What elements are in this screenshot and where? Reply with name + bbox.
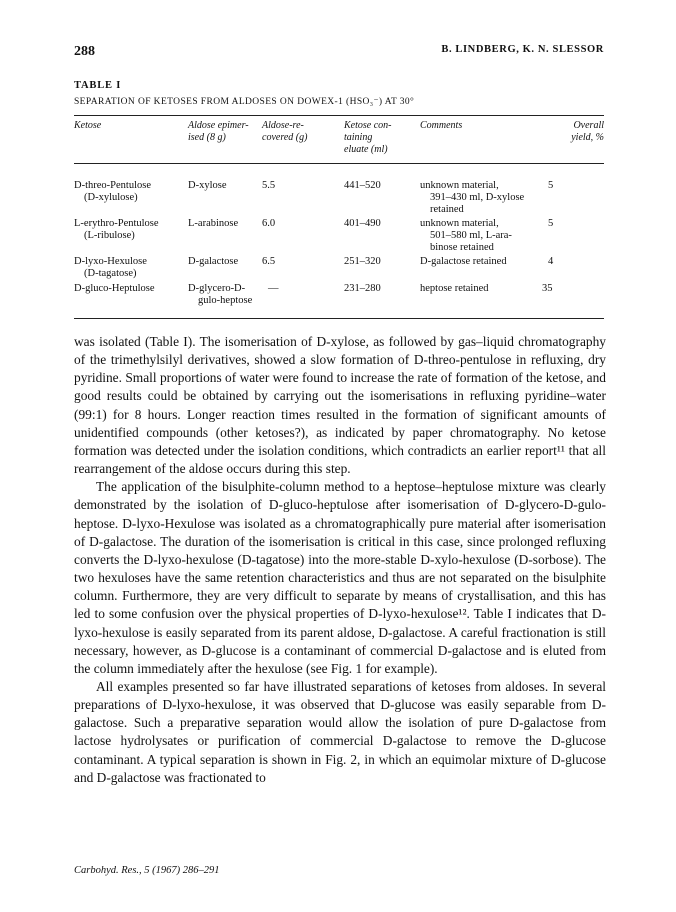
cell-yield: 35: [542, 283, 553, 294]
cell-comment: D-galactose retained: [420, 256, 507, 267]
cell-ketose: D-lyxo-Hexulose: [74, 256, 147, 267]
cell-aldose: D-galactose: [188, 256, 239, 267]
cell-eluate: 441–520: [344, 180, 381, 191]
header-yield-line2: yield, %: [571, 132, 604, 143]
cell-recovered: 5.5: [262, 180, 276, 191]
cell-comment: binose retained: [430, 242, 494, 253]
body-text: [74, 333, 606, 787]
cell-comment: unknown material,: [420, 180, 499, 191]
header-comments: Comments: [420, 120, 463, 131]
cell-aldose-cont: gulo-heptose: [198, 295, 253, 306]
header-yield: [560, 120, 604, 144]
header-recovered-line2: covered (g): [262, 132, 308, 143]
cell-ketose-alt: (D-tagatose): [84, 268, 137, 279]
cell-recovered: 6.5: [262, 256, 276, 267]
cell-yield: 4: [548, 256, 554, 267]
table-header-rule: [74, 163, 604, 164]
footer-citation: Carbohyd. Res., 5 (1967) 286–291: [74, 865, 220, 876]
table-caption: SEPARATION OF KETOSES FROM ALDOSES ON DOWEX-1 (HSO₃⁻) AT 30°: [74, 97, 415, 107]
cell-comment: heptose retained: [420, 283, 489, 294]
paragraph: was isolated (Table I). The isomerisation of D-xylose, as followed by gas–liquid chromatography of the trimethylsilyl derivatives, showed a slow formation of D-threo-pentulose in refluxing, dry pyridine. Small proportions of water were found to increase the rate of formation of the ketose, and good results could be obtained by carrying out the isomerisations in refluxing pyridine–water (99:1) for 8 hours. Longer reaction times resulted in the formation of significant amounts of unidentified compounds (other ketoses?), as indicated by paper chromatography. No ketose formation was detected under the isolation conditions, which contradicts an earlier report¹¹ that all rearrangement of the aldose occurs during this step.: [74, 334, 606, 477]
running-head: B. LINDBERG, K. N. SLESSOR: [441, 44, 604, 55]
cell-eluate: 231–280: [344, 283, 381, 294]
cell-aldose: D-xylose: [188, 180, 227, 191]
cell-yield: 5: [548, 218, 554, 229]
header-recovered-line1: Aldose-re-: [262, 120, 304, 131]
cell-aldose: L-arabinose: [188, 218, 239, 229]
cell-ketose: D-threo-Pentulose: [74, 180, 151, 191]
cell-ketose: L-erythro-Pentulose: [74, 218, 159, 229]
header-aldose: [188, 120, 249, 144]
cell-comment: 391–430 ml, D-xylose: [430, 192, 525, 203]
paragraph: All examples presented so far have illustrated separations of ketoses from aldoses. In several preparations of D-lyxo-hexulose, it was observed that D-glucose was easily separable from D-galactose. Such a preparative separation would allow the isolation of pure D-galactose from lactose hydrolysates or purification of commercial D-galactose to remove the D-glucose contaminant. A typical separation is shown in Fig. 2, in which an equimolar mixture of D-glucose and D-galactose was fractionated to: [74, 678, 606, 785]
page-number: 288: [74, 44, 95, 59]
table-top-rule: [74, 115, 604, 116]
header-aldose-line2: ised (8 g): [188, 132, 226, 143]
cell-ketose-alt: (L-ribulose): [84, 230, 135, 241]
cell-aldose: D-glycero-D-: [188, 283, 246, 294]
header-eluate: [344, 120, 392, 156]
header-eluate-line2: taining: [344, 132, 373, 143]
header-eluate-line1: Ketose con-: [344, 120, 392, 131]
header-eluate-line3: eluate (ml): [344, 144, 388, 155]
cell-comment: 501–580 ml, L-ara-: [430, 230, 512, 241]
page-header: [74, 44, 604, 60]
cell-recovered: 6.0: [262, 218, 276, 229]
paragraph: The application of the bisulphite-column method to a heptose–heptulose mixture was clearly demonstrated by the isolation of D-gluco-heptulose after isomerisation of D-glycero-D-gulo-heptose. D-lyxo-Hexulose was isolated as a chromatographically pure material after isomerisation of D-galactose. The duration of the isomerisation is critical in this case, since prolonged refluxing converts the D-lyxo-hexulose (D-tagatose) into the more-stable D-xylo-hexulose (D-sorbose). The two hexuloses have the same retention characteristics and thus are not separated on the bisulphite column. Furthermore, they are very difficult to separate by means of crystallisation, and this has led to some confusion over the physical properties of D-lyxo-hexulose¹². Table I indicates that D-lyxo-hexulose is easily separated from its parent aldose, D-galactose. A careful fractionation is still necessary, however, as D-glucose is a contaminant of commercial D-galactose and is eluted from the column immediately after the hexulose (see Fig. 1 for example).: [74, 479, 606, 676]
cell-ketose-alt: (D-xylulose): [84, 192, 138, 203]
header-aldose-line1: Aldose epimer-: [188, 120, 249, 131]
cell-comment: unknown material,: [420, 218, 499, 229]
header-recovered: [262, 120, 307, 144]
cell-eluate: 251–320: [344, 256, 381, 267]
table-label: TABLE I: [74, 80, 122, 91]
cell-eluate: 401–490: [344, 218, 381, 229]
table-bottom-rule: [74, 318, 604, 319]
header-ketose: Ketose: [74, 120, 102, 131]
cell-comment: retained: [430, 204, 464, 215]
cell-ketose: D-gluco-Heptulose: [74, 283, 155, 294]
header-yield-line1: Overall: [573, 120, 604, 131]
cell-yield: 5: [548, 180, 554, 191]
cell-recovered: —: [268, 283, 279, 294]
